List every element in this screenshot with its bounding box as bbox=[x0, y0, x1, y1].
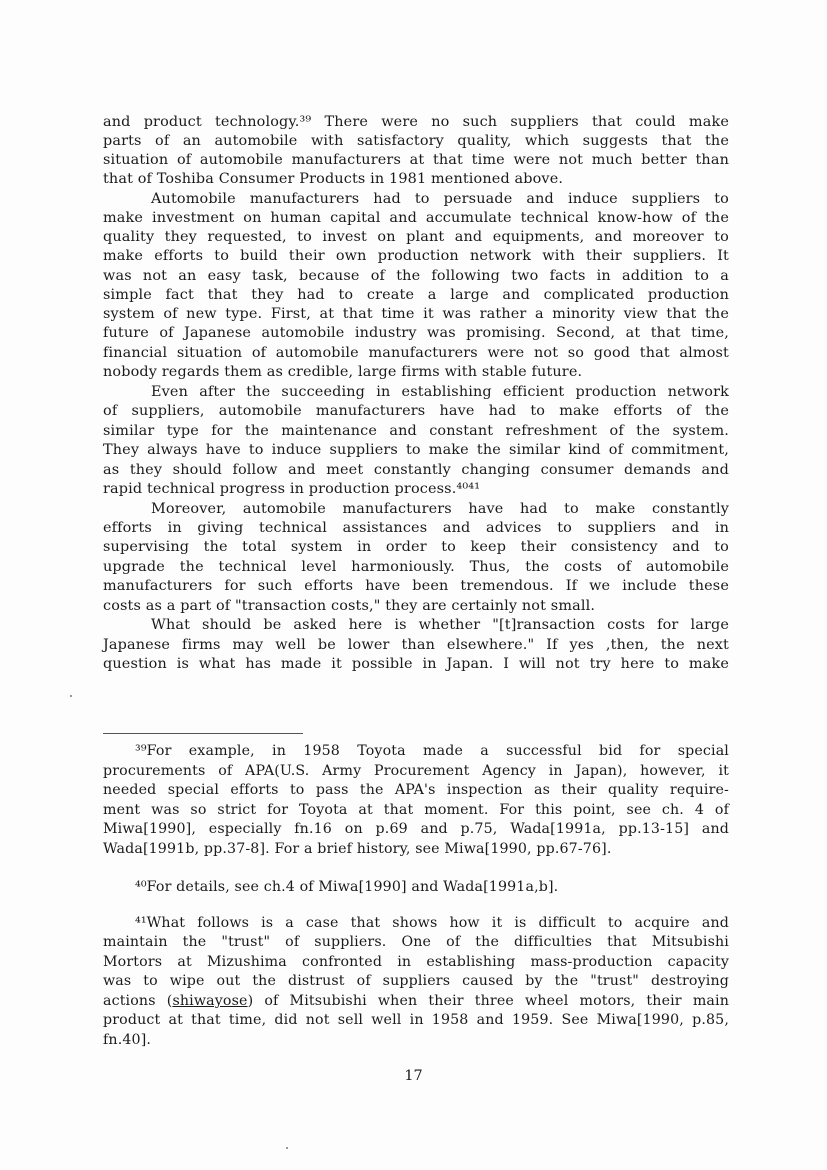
body-line: was not an easy task, because of the following two facts in addition to a bbox=[103, 268, 729, 284]
body-line: Automobile manufacturers had to persuade and induce suppliers to bbox=[151, 191, 729, 207]
body-line: system of new type. First, at that time it was rather a minority view that the bbox=[103, 306, 729, 322]
footnote-line: needed special efforts to pass the APA's inspection as their quality require- bbox=[103, 782, 729, 798]
footnote-line: ⁴¹What follows is a case that shows how it is difficult to acquire and bbox=[135, 915, 729, 931]
body-line: nobody regards them as credible, large firms with stable future. bbox=[103, 364, 583, 380]
body-line: Moreover, automobile manufacturers have had to make constantly bbox=[151, 501, 729, 517]
footnote-line: fn.40]. bbox=[103, 1032, 152, 1048]
footnote-line: Wada[1991b, pp.37-8]. For a brief history, see Miwa[1990, pp.67-76]. bbox=[103, 841, 612, 857]
body-line: simple fact that they had to create a large and complicated production bbox=[103, 287, 729, 303]
body-line: and product technology.³⁹ There were no such suppliers that could make bbox=[103, 114, 729, 130]
scan-speck bbox=[286, 1147, 288, 1149]
body-line: of suppliers, automobile manufacturers have had to make efforts of the bbox=[103, 403, 729, 419]
body-line: supervising the total system in order to keep their consistency and to bbox=[103, 539, 729, 555]
footnote-line: was to wipe out the distrust of suppliers caused by the "trust" destroying bbox=[103, 973, 729, 989]
footnote-text: actions ( bbox=[103, 993, 173, 1009]
body-line: upgrade the technical level harmoniously. Thus, the costs of automobile bbox=[103, 559, 729, 575]
body-line: make efforts to build their own production network with their suppliers. It bbox=[103, 248, 729, 264]
footnote-text: ) of Mitsubishi when their three wheel motors, their main bbox=[247, 993, 730, 1009]
footnote-separator bbox=[103, 733, 303, 734]
japanese-term: shiwayose bbox=[172, 993, 248, 1009]
body-line: quality they requested, to invest on plant and equipments, and moreover to bbox=[103, 229, 729, 245]
body-line: Japanese firms may well be lower than elsewhere." If yes ,then, the next bbox=[103, 637, 729, 653]
body-line: future of Japanese automobile industry was promising. Second, at that time, bbox=[103, 325, 729, 341]
footnote-line: maintain the "trust" of suppliers. One of the difficulties that Mitsubishi bbox=[103, 934, 729, 950]
page-number: 17 bbox=[404, 1068, 423, 1084]
body-line: costs as a part of "transaction costs," they are certainly not small. bbox=[103, 598, 596, 614]
footnote-line: ment was so strict for Toyota at that moment. For this point, see ch. 4 of bbox=[103, 802, 729, 818]
footnote-line: ³⁹For example, in 1958 Toyota made a successful bid for special bbox=[135, 743, 729, 759]
body-line: They always have to induce suppliers to make the similar kind of commitment, bbox=[103, 442, 729, 458]
body-line: parts of an automobile with satisfactory quality, which suggests that the bbox=[103, 133, 729, 149]
footnote-line bbox=[103, 992, 729, 1010]
footnote-line: procurements of APA(U.S. Army Procurement Agency in Japan), however, it bbox=[103, 763, 729, 779]
body-line: make investment on human capital and accumulate technical know-how of the bbox=[103, 210, 729, 226]
footnote-line: ⁴⁰For details, see ch.4 of Miwa[1990] and Wada[1991a,b]. bbox=[135, 879, 559, 895]
body-line: What should be asked here is whether "[t]ransaction costs for large bbox=[151, 617, 729, 633]
footnote-line: Miwa[1990], especially fn.16 on p.69 and p.75, Wada[1991a, pp.13-15] and bbox=[103, 821, 729, 837]
body-line: similar type for the maintenance and constant refreshment of the system. bbox=[103, 423, 729, 439]
body-line: situation of automobile manufacturers at that time were not much better than bbox=[103, 152, 729, 168]
body-line: that of Toshiba Consumer Products in 1981 mentioned above. bbox=[103, 171, 564, 187]
body-line: financial situation of automobile manufacturers were not so good that almost bbox=[103, 345, 729, 361]
footnote-line: product at that time, did not sell well in 1958 and 1959. See Miwa[1990, p.85, bbox=[103, 1012, 729, 1028]
body-line: manufacturers for such efforts have been tremendous. If we include these bbox=[103, 578, 729, 594]
scan-speck bbox=[70, 695, 72, 697]
body-line: efforts in giving technical assistances and advices to suppliers and in bbox=[103, 520, 729, 536]
footnote-line: Mortors at Mizushima confronted in establishing mass-production capacity bbox=[103, 954, 729, 970]
body-line: question is what has made it possible in Japan. I will not try here to make bbox=[103, 656, 729, 672]
body-line: Even after the succeeding in establishing efficient production network bbox=[151, 384, 729, 400]
body-line: rapid technical progress in production process.⁴⁰⁴¹ bbox=[103, 481, 481, 497]
body-line: as they should follow and meet constantly changing consumer demands and bbox=[103, 462, 729, 478]
